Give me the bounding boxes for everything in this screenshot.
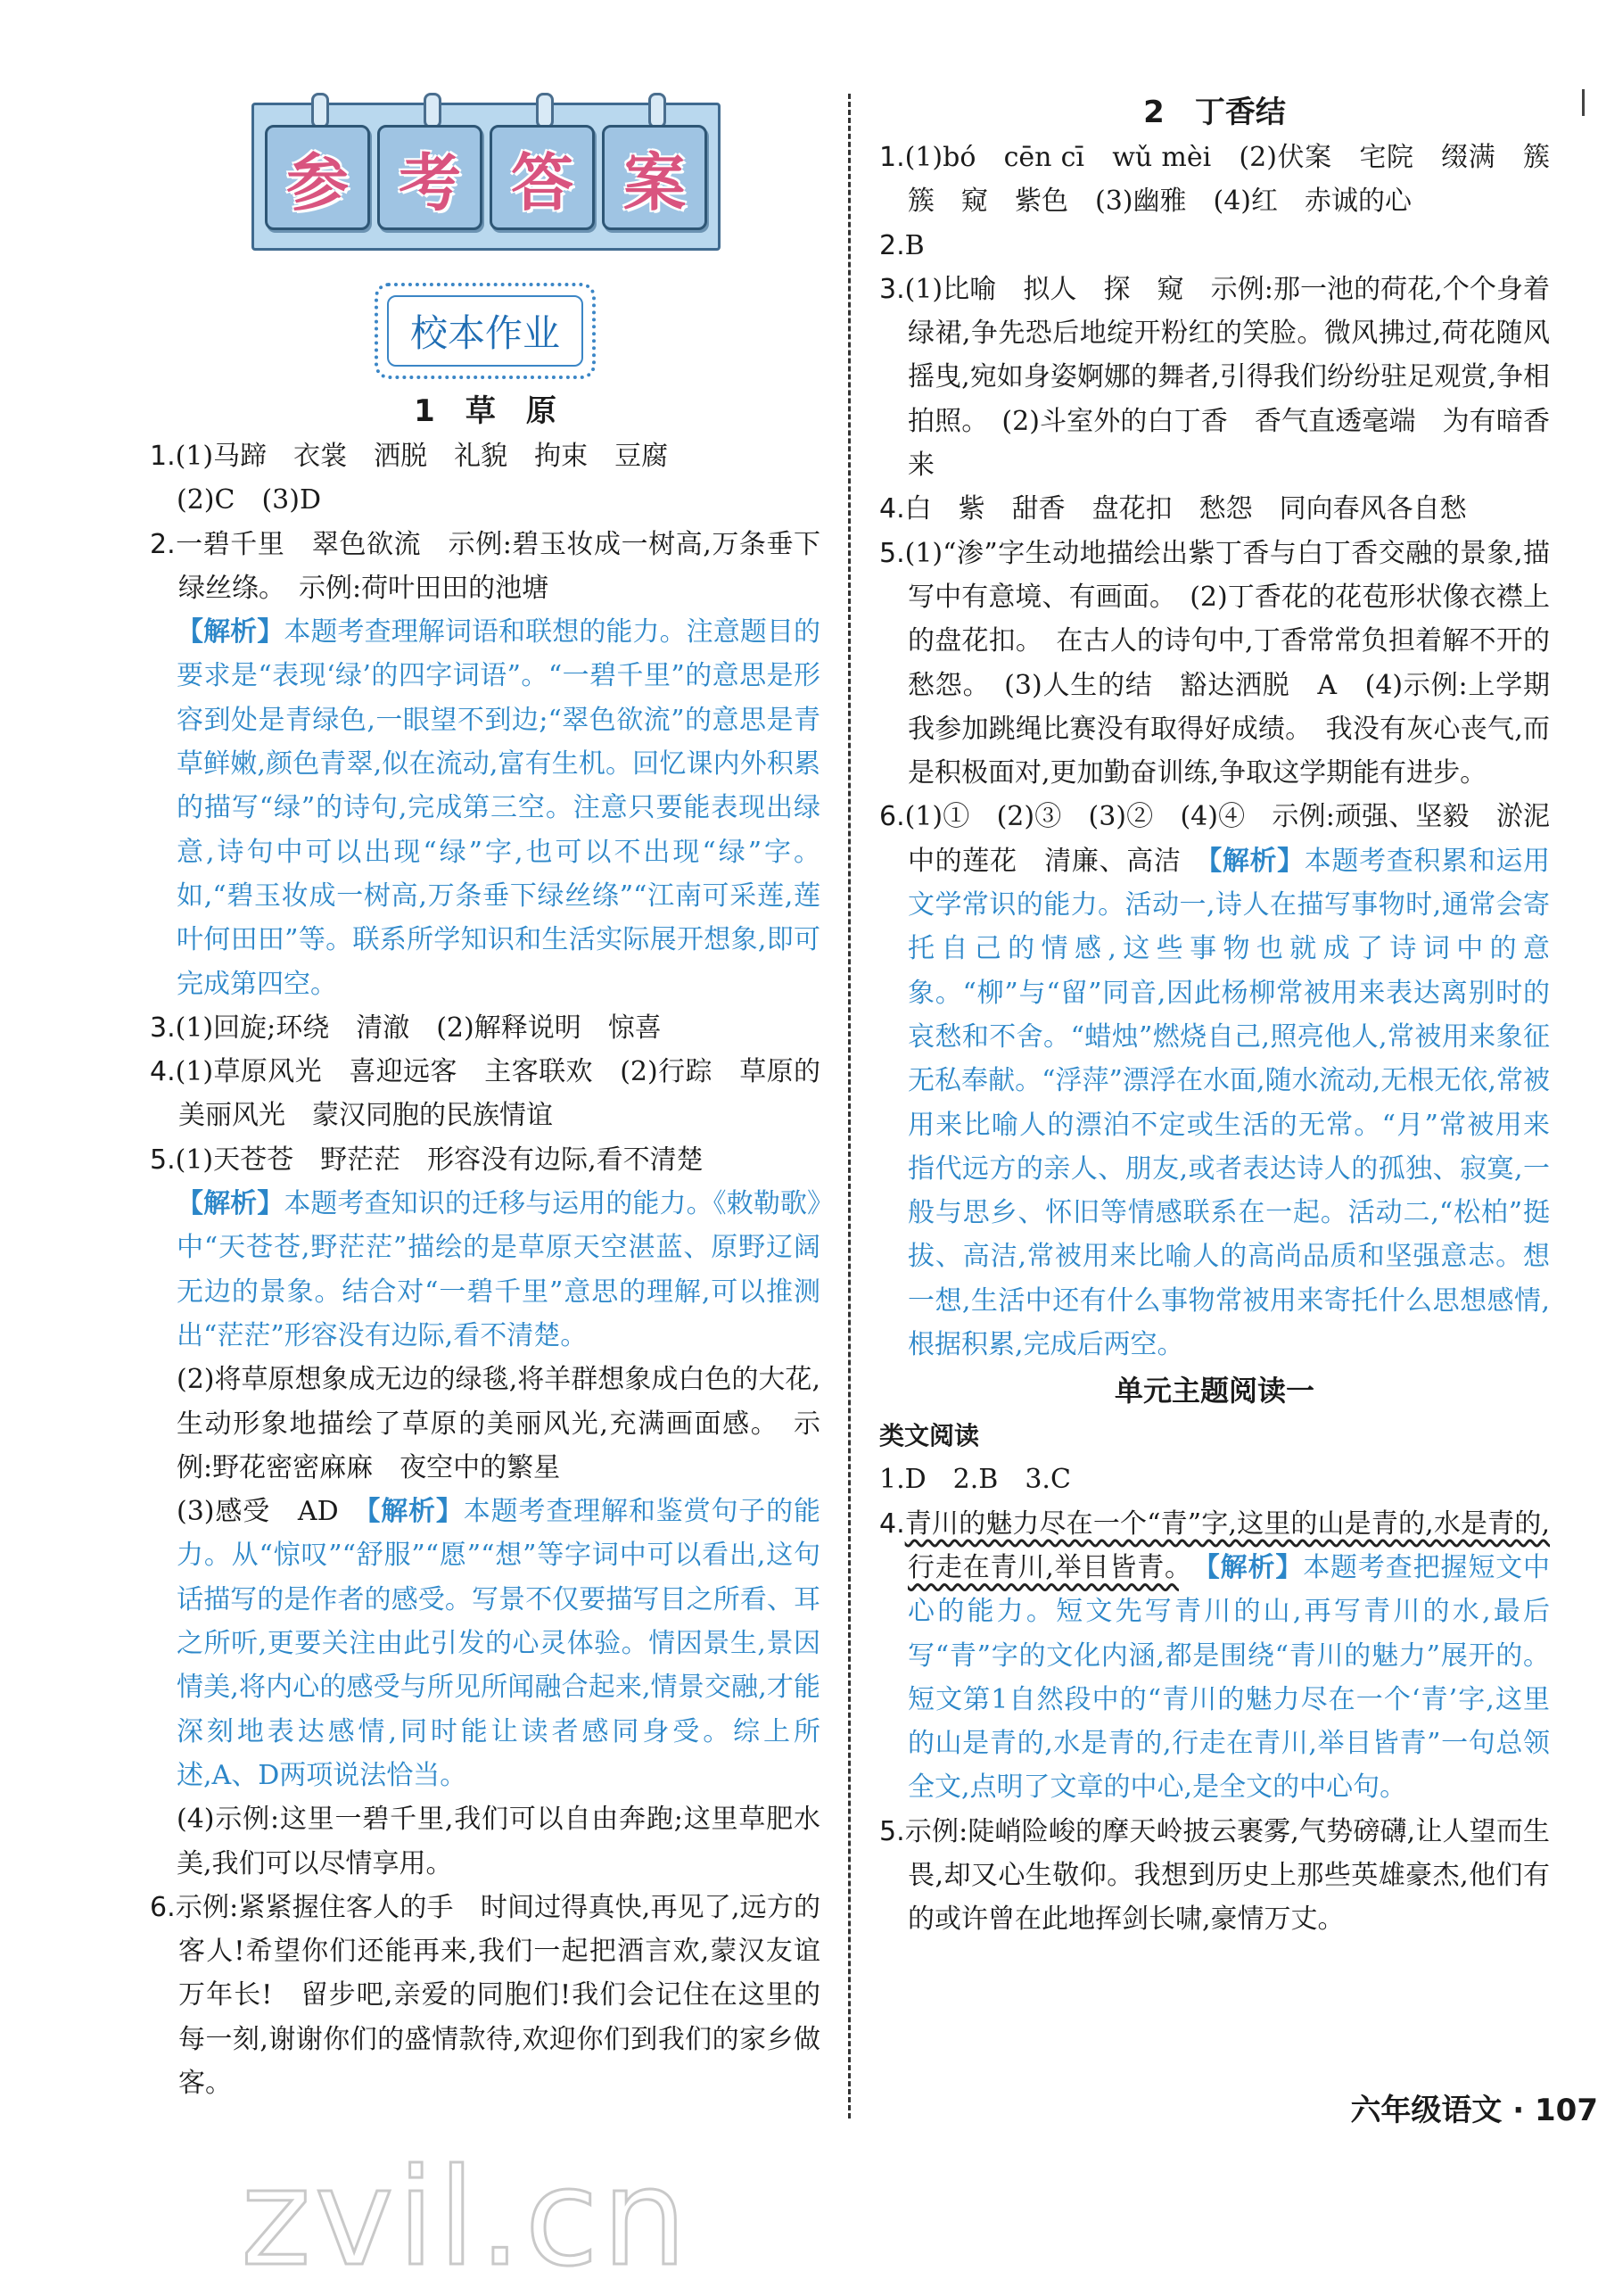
answer-item: 1.D 2.B 3.C bbox=[879, 1464, 1071, 1496]
binder-ring-icon bbox=[536, 93, 554, 128]
analysis: 【解析】本题考查理解词语和联想的能力。注意题目的要求是“表现‘绿’的四字词语”。“一碧千里”的意思是形容到处是青绿色,一眼望不到边;“翠色欲流”的意思是青草鲜嫩,颜色青翠,似在流动,富有生机。回忆课内外积累的描写“绿”的诗句,完成第三空。注意只要能表现出绿意,诗句中可以出现“绿”字,也可以不出现“绿”字。如,“碧玉妆成一树高,万条垂下绿丝绦”“江南可采莲,莲叶何田田”等。联系所学知识和生活实际展开想象,即可完成第四空。 bbox=[177, 616, 821, 1000]
binder-ring-icon bbox=[311, 93, 329, 128]
answer-item: 6.(1)① (2)③ (3)② (4)④ 示例:顽强、坚毅 淤泥中的莲花 清廉、高洁 【解析】本题考查积累和运用文学常识的能力。活动一,诗人在描写事物时,通常会寄托自己的情感,这些事物也就成了诗词中的意象。“柳”与“留”同音,因此杨柳常被用来表达离别时的哀愁和不舍。“蜡烛”燃烧自己,照亮他人,常被用来象征无私奉献。“浮萍”漂浮在水面,随水流动,无根无依,常被用来比喻人的漂泊不定或生活的无常。“月”常被用来指代远方的亲人、朋友,或者表达诗人的孤独、寂寞,一般与思乡、怀旧等情感联系在一起。活动二,“松柏”挺拔、高洁,常被用来比喻人的高尚品质和坚强意志。想一想,生活中还有什么事物常被用来寄托什么思想感情,根据积累,完成后两空。 bbox=[879, 801, 1551, 1361]
section-title-text: 校本作业 bbox=[409, 311, 560, 355]
badge-char: 参 bbox=[265, 125, 370, 230]
badge-char: 答 bbox=[490, 125, 595, 230]
answer-item: 1.(1)bó cēn cī wǔ mèi (2)伏案 宅院 缀满 簇簇 窥 紫色 (3)幽雅 (4)红 赤诚的心 bbox=[879, 142, 1550, 218]
badge-char: 案 bbox=[602, 125, 707, 230]
answer-item: 4.青川的魅力尽在一个“青”字,这里的山是青的,水是青的,行走在青川,举目皆青。 【解析】本题考查把握短文中心的能力。短文先写青川的山,再写青川的水,最后写“青”字的文化内涵,都是围绕“青川的魅力”展开的。短文第1自然段中的“青川的魅力尽在一个‘青’字,这里的山是青的,水是青的,行走在青川,举目皆青”一句总领全文,点明了文章的中心,是全文的中心句。 bbox=[879, 1507, 1551, 1804]
answer-item: 3.(1)回旋;环绕 清澈 (2)解释说明 惊喜 bbox=[150, 1012, 662, 1044]
lesson-title: 2 丁香结 bbox=[1143, 95, 1286, 130]
answer-item: 5.(1)天苍苍 野茫茫 形容没有边际,看不清楚 bbox=[150, 1144, 704, 1176]
answer-item: (2)将草原想象成无边的绿毯,将羊群想象成白色的大花,生动形象地描绘了草原的美丽风光,充满画面感。 示例:野花密密麻麻 夜空中的繁星 bbox=[177, 1364, 820, 1483]
answer-item: 4.白 紫 甜香 盘花扣 愁怨 同向春风各自愁 bbox=[879, 493, 1467, 525]
answer-item: 1.(1)马蹄 衣裳 洒脱 礼貌 拘束 豆腐 bbox=[150, 441, 669, 472]
answer-item: 5.(1)“渗”字生动地描绘出紫丁香与白丁香交融的景象,描写中有意境、有画面。 (2)丁香花的花苞形状像衣襟上的盘花扣。 在古人的诗句中,丁香常常负担着解不开的愁怨。 (3)人生的结 豁达洒脱 A (4)示例:上学期我参加跳绳比赛没有取得好成绩。 我没有灰心丧气,而是积极面对,更加勤奋训练,争取这学期能有进步。 bbox=[879, 537, 1550, 789]
watermark: zvil.cn bbox=[241, 2141, 691, 2296]
unit-title: 单元主题阅读一 bbox=[1114, 1374, 1314, 1408]
answer-key-badge bbox=[251, 103, 721, 251]
edge-mark bbox=[1582, 89, 1585, 116]
answer-item: (3)感受 AD 【解析】本题考查理解和鉴赏句子的能力。从“惊叹”“舒服”“愿”“想”等字词中可以看出,这句话描写的是作者的感受。写景不仅要描写目之所看、耳之所听,更要关注由此引发的心灵体验。情因景生,景因情美,将内心的感受与所见所闻融合起来,情景交融,才能深刻地表达感情,同时能让读者感同身受。综上所述,A、D两项说法恰当。 bbox=[177, 1496, 821, 1791]
left-column bbox=[150, 85, 820, 2105]
badge-char: 考 bbox=[377, 125, 482, 230]
answer-item: (2)C (3)D bbox=[177, 484, 321, 516]
binder-ring-icon bbox=[648, 93, 666, 128]
binder-ring-icon bbox=[424, 93, 441, 128]
right-column bbox=[879, 89, 1550, 1942]
answer-item: (4)示例:这里一碧千里,我们可以自由奔跑;这里草肥水美,我们可以尽情享用。 bbox=[177, 1804, 820, 1879]
answer-item: 3.(1)比喻 拟人 探 窥 示例:那一池的荷花,个个身着绿裙,争先恐后地绽开粉红的笑脸。微风拂过,荷花随风摇曳,宛如身姿婀娜的舞者,引得我们纷纷驻足观赏,争相拍照。 (2)斗室外的白丁香 香气直透毫端 为有暗香来 bbox=[879, 273, 1550, 482]
section-title bbox=[375, 283, 596, 379]
analysis: 【解析】本题考查知识的迁移与运用的能力。《敕勒歌》中“天苍苍,野茫茫”描绘的是草原天空湛蓝、原野辽阔无边的景象。结合对“一碧千里”意思的理解,可以推测出“茫茫”形容没有边际,看不清楚。 bbox=[177, 1188, 821, 1351]
answer-item: 2.一碧千里 翠色欲流 示例:碧玉妆成一树高,万条垂下绿丝绦。 示例:荷叶田田的池塘 bbox=[150, 528, 820, 604]
sub-title: 类文阅读 bbox=[879, 1421, 980, 1451]
column-divider bbox=[848, 94, 851, 2118]
answer-item: 2.B bbox=[879, 229, 925, 261]
answer-item: 4.(1)草原风光 喜迎远客 主客联欢 (2)行踪 草原的美丽风光 蒙汉同胞的民族情谊 bbox=[150, 1056, 820, 1132]
central-sentence: 青川的魅力尽在一个“青”字,这里的山是青的,水是青的,行走在青川,举目皆青。 bbox=[904, 1507, 1550, 1583]
lesson-title: 1 草 原 bbox=[414, 393, 556, 429]
answer-item: 6.示例:紧紧握住客人的手 时间过得真快,再见了,远方的客人!希望你们还能再来,我们一起把酒言欢,蒙汉友谊万年长! 留步吧,亲爱的同胞们!我们会记住在这里的每一刻,谢谢你们的盛情款待,欢迎你们到我们的家乡做客。 bbox=[150, 1891, 820, 2099]
page-footer: 六年级语文 · 107 bbox=[1350, 2093, 1598, 2128]
answer-item: 5.示例:陡峭险峻的摩天岭披云裹雾,气势磅礴,让人望而生畏,却又心生敬仰。我想到历史上那些英雄豪杰,他们有的或许曾在此地挥剑长啸,豪情万丈。 bbox=[879, 1815, 1550, 1936]
